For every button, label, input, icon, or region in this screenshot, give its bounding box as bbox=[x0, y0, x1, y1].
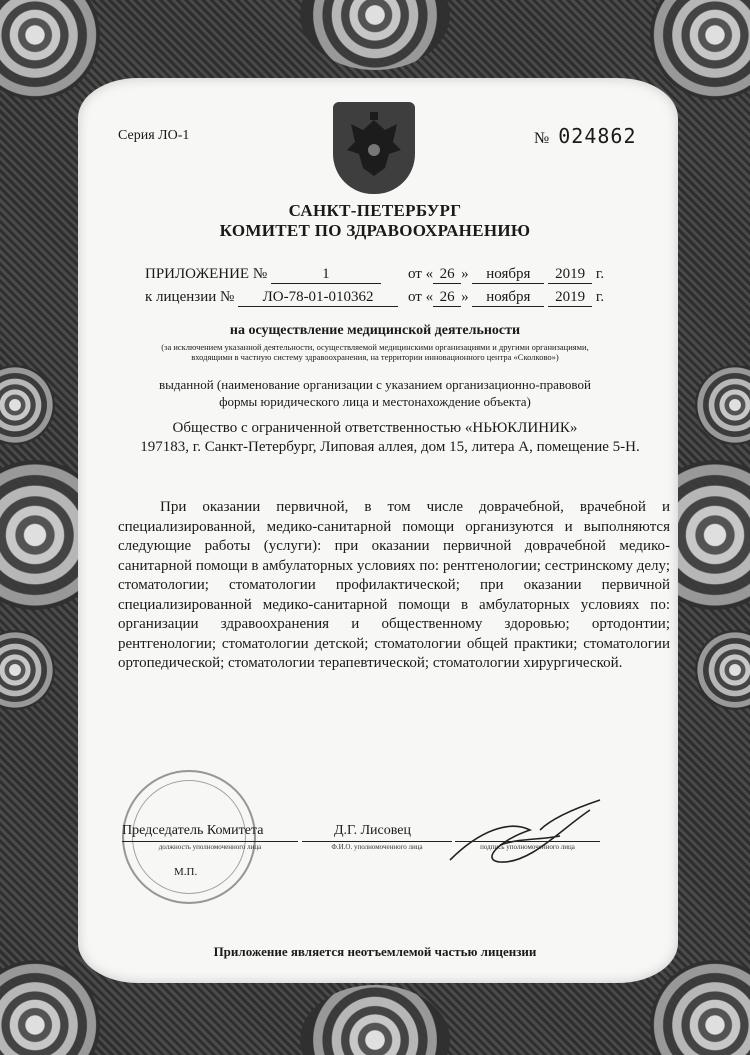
border-rosette-top-center bbox=[300, 0, 450, 70]
organization-name: Общество с ограниченной ответственностью «НЬЮКЛИНИК» bbox=[172, 420, 578, 436]
number-value: 024862 bbox=[558, 124, 637, 148]
appendix-number: 1 bbox=[271, 266, 381, 284]
border-rosette-bottom-right bbox=[650, 960, 750, 1055]
document-number bbox=[534, 124, 637, 148]
appendix-date-prefix: от « bbox=[408, 266, 434, 282]
stamp-mark-label: М.П. bbox=[174, 866, 198, 878]
appendix-year: 2019 bbox=[548, 266, 592, 284]
signature-caption: подпись уполномоченного лица bbox=[480, 843, 575, 851]
activity-heading: на осуществление медицинской деятельности bbox=[229, 323, 521, 338]
border-rosette-top-left bbox=[0, 0, 100, 100]
border-rosette-right-upper bbox=[695, 365, 750, 445]
services-text: При оказании первичной, в том числе доврачебной, врачебной и специализированной, медико-санитарной помощи организуются и выполняются следующие работы (услуги): при оказании первичной доврачебной медико-санитарной помощи в амбулаторных условиях по: рентгенологии; сестринскому делу; стоматологии; стоматологии профилактической; при оказании первичной специализированной медико-санитарной помощи в амбулаторных условиях по: организации здравоохранения и общественному здоровью; ортодонтии; рентгенологии; стоматологии детской; стоматологии общей практики; стоматологии ортопедической; стоматологии терапевтической; стоматологии хирургической. bbox=[118, 499, 670, 671]
license-date-suffix: г. bbox=[595, 289, 605, 305]
city-title: САНКТ-ПЕТЕРБУРГ bbox=[288, 201, 462, 220]
license-year: 2019 bbox=[548, 289, 592, 307]
footer-note: Приложение является неотъемлемой частью лицензии bbox=[213, 944, 537, 959]
appendix-date-mid: » bbox=[461, 266, 469, 282]
border-rosette-left-lower bbox=[0, 630, 55, 710]
appendix-label: ПРИЛОЖЕНИЕ № bbox=[145, 266, 268, 282]
number-sign: № bbox=[534, 130, 551, 147]
license-row bbox=[145, 289, 398, 307]
name-line bbox=[302, 841, 452, 842]
position-caption: должность уполномоченного лица bbox=[158, 843, 262, 851]
license-month: ноября bbox=[472, 289, 544, 307]
license-day: 26 bbox=[433, 289, 461, 307]
handwritten-signature bbox=[440, 790, 610, 870]
name-caption: Ф.И.О. уполномоченного лица bbox=[331, 843, 423, 851]
position-line bbox=[122, 841, 298, 842]
border-rosette-right-lower bbox=[695, 630, 750, 710]
appendix-month: ноября bbox=[472, 266, 544, 284]
license-date-prefix: от « bbox=[408, 289, 434, 305]
coat-of-arms-emblem bbox=[333, 102, 415, 194]
appendix-row bbox=[145, 266, 381, 284]
issued-to-caption: выданной (наименование организации с указанием организационно-правовой формы юридического лица и местонахождение объекта) bbox=[159, 377, 591, 409]
border-rosette-bottom-left bbox=[0, 960, 100, 1055]
license-date-mid: » bbox=[461, 289, 469, 305]
signatory-name: Д.Г. Лисовец bbox=[334, 823, 411, 838]
appendix-date bbox=[408, 266, 604, 284]
signatory-position: Председатель Комитета bbox=[122, 823, 264, 838]
activity-exception-note: (за исключением указанной деятельности, осуществляемой медицинскими организациями и другими организациями, входящими в частную систему здравоохранения, на территории инновационного центра «Сколково») bbox=[161, 342, 589, 362]
appendix-date-suffix: г. bbox=[595, 266, 605, 282]
organization-address: 197183, г. Санкт-Петербург, Липовая аллея, дом 15, литера А, помещение 5-Н. bbox=[140, 439, 640, 455]
series-label: Серия ЛО-1 bbox=[118, 128, 190, 143]
border-rosette-top-right bbox=[650, 0, 750, 100]
committee-title: КОМИТЕТ ПО ЗДРАВООХРАНЕНИЮ bbox=[219, 221, 531, 240]
license-number: ЛО-78-01-010362 bbox=[238, 289, 398, 307]
border-rosette-left-upper bbox=[0, 365, 55, 445]
appendix-day: 26 bbox=[433, 266, 461, 284]
license-date bbox=[408, 289, 604, 307]
license-label: к лицензии № bbox=[145, 289, 235, 305]
border-rosette-bottom-center bbox=[300, 985, 450, 1055]
